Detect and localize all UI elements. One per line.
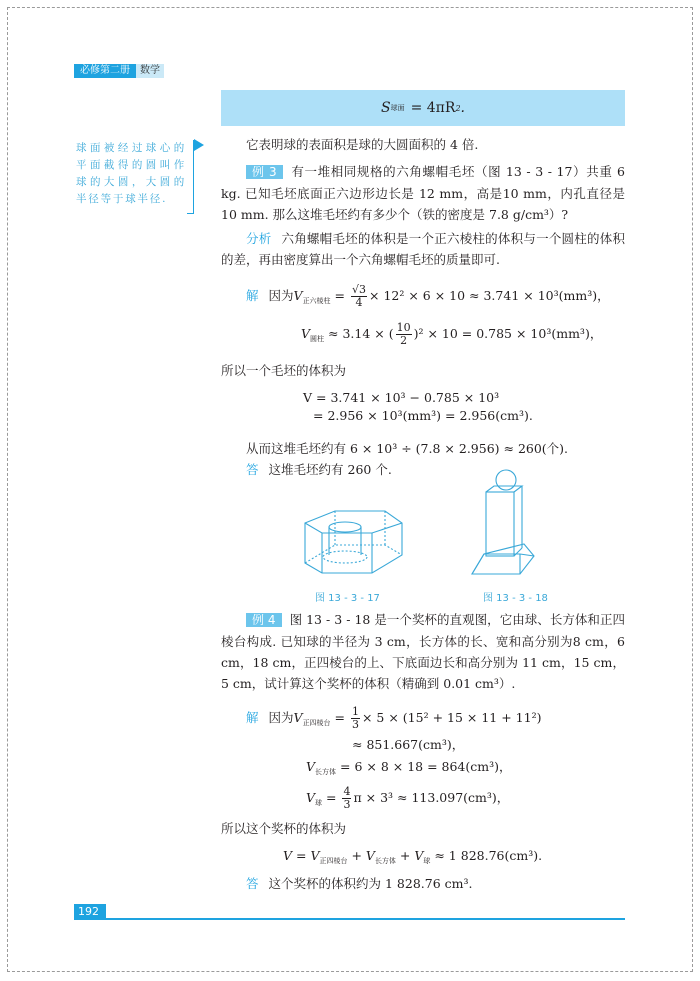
formula-tail: . <box>460 100 465 116</box>
answer-label: 答 <box>246 462 259 477</box>
paragraph-conclusion: 它表明球的表面积是球的大圆面积的 4 倍. <box>246 137 479 152</box>
example-3-eq3b: = 2.956 × 10³(mm³) = 2.956(cm³). <box>313 408 533 423</box>
frac-num: 10 <box>396 321 411 334</box>
answer-label: 答 <box>246 876 259 891</box>
frac-den: 3 <box>343 798 351 811</box>
eq-sub: 正四棱台 <box>302 719 331 727</box>
fraction <box>351 284 367 309</box>
eq-rest: )² × 10 = 0.785 × 10³(mm³)， <box>413 326 603 341</box>
example-3-eq3a: V = 3.741 × 10³ − 0.785 × 10³ <box>303 390 500 405</box>
example-4-eq3 <box>306 786 509 813</box>
eq-prefix: 因为 <box>268 288 294 303</box>
eq-sign: = <box>330 710 349 725</box>
analysis-text: 六角螺帽毛坯的体积是一个正六棱柱的体积与一个圆柱的体积的差，再由密度算出一个六角螺帽毛坯的质量即可. <box>221 231 625 267</box>
figure-caption-13-3-18: 图 13 - 3 - 18 <box>483 593 548 604</box>
eq-rest: ≈ 1 828.76(cm³). <box>430 848 543 863</box>
subject-label: 数学 <box>136 64 164 78</box>
example-3-eq2 <box>301 322 602 349</box>
example-4-eq1b: ≈ 851.667(cm³)， <box>352 737 465 752</box>
frac-den: 2 <box>400 334 408 347</box>
example-4-text: 图 13 - 3 - 18 是一个奖杯的直观图，它由球、长方体和正四棱台构成. 已知球的半径为 3 cm，长方体的长、宽和高分别为8 cm，6 cm，18 cm，正四棱台的上、下底面边长和高分别为 11 cm，15 cm，5 cm，试计算这个奖杯的体积（精确到 0.01 cm³）. <box>221 612 626 691</box>
fraction <box>342 786 351 811</box>
eq-sub: 正四棱台 <box>319 857 348 865</box>
formula-rhs-sup: 2 <box>455 103 461 113</box>
frac-num: 4 <box>343 785 351 798</box>
eq-plus: + V <box>347 848 375 863</box>
formula-lhs-sub: 球面 <box>390 104 405 112</box>
eq-rest: × 5 × (15² + 15 × 11 + 11²) <box>361 710 542 725</box>
example-3-answer <box>246 460 392 480</box>
fraction <box>351 706 360 731</box>
eq-sub: 球 <box>315 799 323 807</box>
sphere-area-formula <box>221 90 625 126</box>
solution-label: 解 <box>246 288 259 303</box>
answer-text: 这堆毛坯约有 260 个. <box>268 462 392 477</box>
example-3-eq4: 从而这堆毛坯约有 6 × 10³ ÷ (7.8 × 2.956) ≈ 260(个). <box>246 441 569 456</box>
frac-num: √3 <box>351 283 366 296</box>
book-title: 必修第二册 <box>74 64 136 78</box>
example-4-eq4 <box>283 846 542 871</box>
example-4-statement <box>221 609 625 694</box>
formula-lhs: S <box>381 100 391 116</box>
eq-sub: 长方体 <box>315 768 337 776</box>
example-3-statement <box>221 161 625 225</box>
eq-rest: π × 3³ ≈ 113.097(cm³)， <box>353 790 510 805</box>
eq-rest: ≈ 3.14 × ( <box>324 326 394 341</box>
example-3-so-line: 所以一个毛坯的体积为 <box>221 363 347 378</box>
eq-prefix: 因为 <box>268 710 294 725</box>
running-header <box>74 64 164 78</box>
eq-var: V <box>301 326 311 341</box>
eq-sub: 球 <box>423 857 431 865</box>
note-bracket-foot <box>187 213 194 214</box>
eq-rest: = 6 × 8 × 18 = 864(cm³)， <box>336 759 512 774</box>
eq-var: V <box>306 759 316 774</box>
formula-rhs: = 4πR <box>410 100 456 116</box>
frac-den: 4 <box>355 296 363 309</box>
answer-text: 这个奖杯的体积约为 1 828.76 cm³. <box>268 876 473 891</box>
hex-nut-figure <box>300 505 420 585</box>
page-number: 192 <box>74 904 106 920</box>
trophy-figure <box>468 468 548 583</box>
footer-rule <box>106 918 625 920</box>
eq-var: V <box>293 288 303 303</box>
example-4-so-line: 所以这个奖杯的体积为 <box>221 821 347 836</box>
margin-note-text: 球面被经过球心的平面截得的圆叫作球的大圆，大圆的半径等于球半径. <box>76 142 186 205</box>
example-3-analysis <box>221 228 625 270</box>
frac-num: 1 <box>351 705 359 718</box>
example-3-text: 有一堆相同规格的六角螺帽毛坯（图 13 - 3 - 17）共重 6 kg. 已知毛坯底面正六边形边长是 12 mm，高是10 mm，内孔直径是 10 mm. 那么这堆毛坯约有多少个（铁的密度是 7.8 g/cm³）? <box>221 164 625 222</box>
fraction <box>396 322 412 347</box>
example-4-answer <box>246 874 472 894</box>
solution-label: 解 <box>246 710 259 725</box>
margin-note <box>76 140 186 208</box>
eq-sub: 圆柱 <box>310 335 325 343</box>
example-4-eq1 <box>246 706 541 733</box>
example-4-tag: 例 4 <box>246 613 282 627</box>
note-bracket <box>193 140 194 213</box>
eq-sign: = <box>330 288 349 303</box>
analysis-label: 分析 <box>246 231 272 246</box>
eq-var: V <box>306 790 316 805</box>
eq-sign: = <box>322 790 341 805</box>
eq-sub: 长方体 <box>374 857 396 865</box>
example-3-eq1 <box>246 284 610 311</box>
note-pointer-icon <box>194 139 204 151</box>
example-4-eq2 <box>306 757 512 782</box>
figure-caption-13-3-17: 图 13 - 3 - 17 <box>315 593 380 604</box>
eq-sub: 正六棱柱 <box>302 297 331 305</box>
eq-rest: × 12² × 6 × 10 ≈ 3.741 × 10³(mm³)， <box>369 288 610 303</box>
eq-var: V = V <box>283 848 320 863</box>
eq-var: V <box>293 710 303 725</box>
frac-den: 3 <box>351 718 359 731</box>
eq-plus: + V <box>395 848 424 863</box>
example-3-tag: 例 3 <box>246 165 283 179</box>
